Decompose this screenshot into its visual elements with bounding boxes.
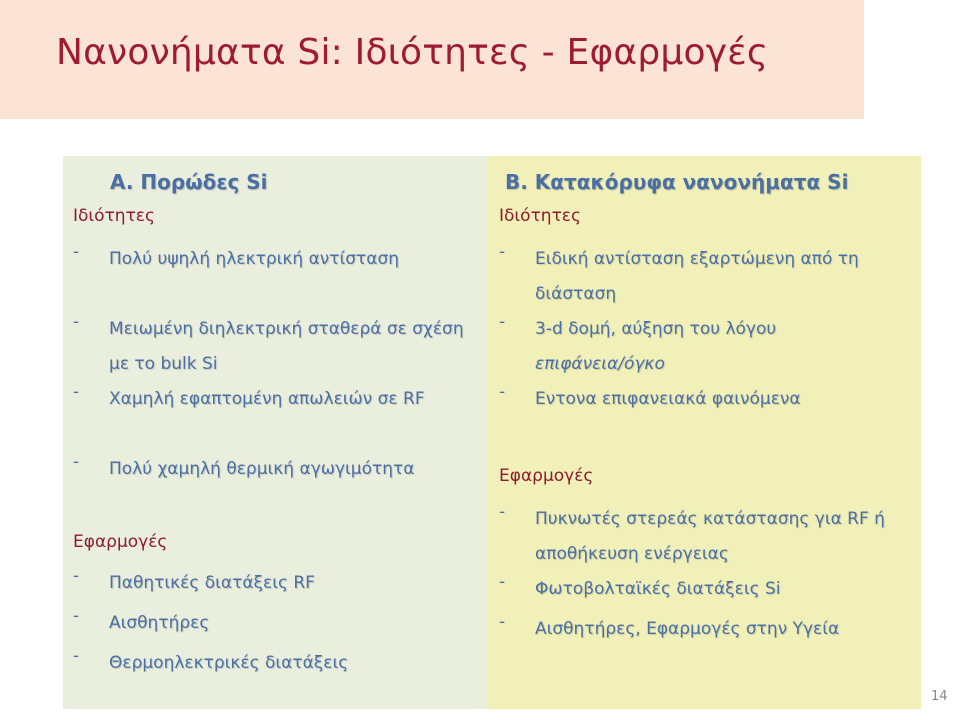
slide-title: Νανονήματα Si: Ιδιότητες - Εφαρμογές — [56, 32, 769, 73]
bullet-dash: - — [73, 566, 80, 586]
left-property-text: Πολύ υψηλή ηλεκτρική αντίσταση — [109, 249, 400, 269]
left-property-text: Χαμηλή εφαπτομένη απωλειών σε RF — [109, 389, 425, 409]
right-panel — [488, 156, 921, 709]
bullet-dash: - — [499, 242, 506, 262]
right-application-text: Αισθητήρες, Εφαρμογές στην Υγεία — [535, 619, 840, 639]
left-applications-label: Εφαρμογές — [73, 532, 168, 552]
right-property-text-wrap — [535, 312, 911, 382]
right-property-text: Ειδική αντίσταση εξαρτώμενη από τη διάσταση — [535, 249, 859, 304]
bullet-dash: - — [73, 646, 80, 666]
page-number: 14 — [931, 689, 948, 704]
left-application-text: Παθητικές διατάξεις RF — [109, 573, 315, 593]
bullet-dash: - — [499, 572, 506, 592]
bullet-dash: - — [73, 606, 80, 626]
bullet-dash: - — [499, 312, 506, 332]
left-panel — [63, 156, 488, 709]
left-application-text: Αισθητήρες — [109, 613, 210, 633]
right-properties-label: Ιδιότητες — [499, 206, 581, 226]
bullet-dash: - — [499, 612, 506, 632]
right-property-text: 3-d δομή, αύξηση του λόγου — [535, 319, 777, 339]
right-application-text: Φωτοβολταϊκές διατάξεις Si — [535, 579, 781, 599]
bullet-dash: - — [499, 502, 506, 522]
left-property-text: Μειωμένη διηλεκτρική σταθερά σε σχέση με το bulk Si — [109, 319, 464, 374]
left-properties-label: Ιδιότητες — [73, 206, 155, 226]
bullet-dash: - — [499, 382, 506, 402]
bullet-dash: - — [73, 312, 80, 332]
title-band — [0, 0, 864, 119]
right-property-italic-text: επιφάνεια/όγκο — [535, 354, 665, 374]
right-heading: B. Κατακόρυφα νανονήματα Si — [505, 170, 849, 194]
right-application-text: Πυκνωτές στερεάς κατάστασης για RF ή αποθήκευση ενέργειας — [535, 509, 885, 564]
bullet-dash: - — [73, 382, 80, 402]
right-property-text: Εντονα επιφανειακά φαινόμενα — [535, 389, 801, 409]
left-property-text: Πολύ χαμηλή θερμική αγωγιμότητα — [109, 459, 415, 479]
left-application-text: Θερμοηλεκτρικές διατάξεις — [109, 653, 349, 673]
bullet-dash: - — [73, 242, 80, 262]
bullet-dash: - — [73, 452, 80, 472]
right-applications-label: Εφαρμογές — [499, 466, 594, 486]
left-heading: A. Πορώδες Si — [110, 170, 268, 194]
